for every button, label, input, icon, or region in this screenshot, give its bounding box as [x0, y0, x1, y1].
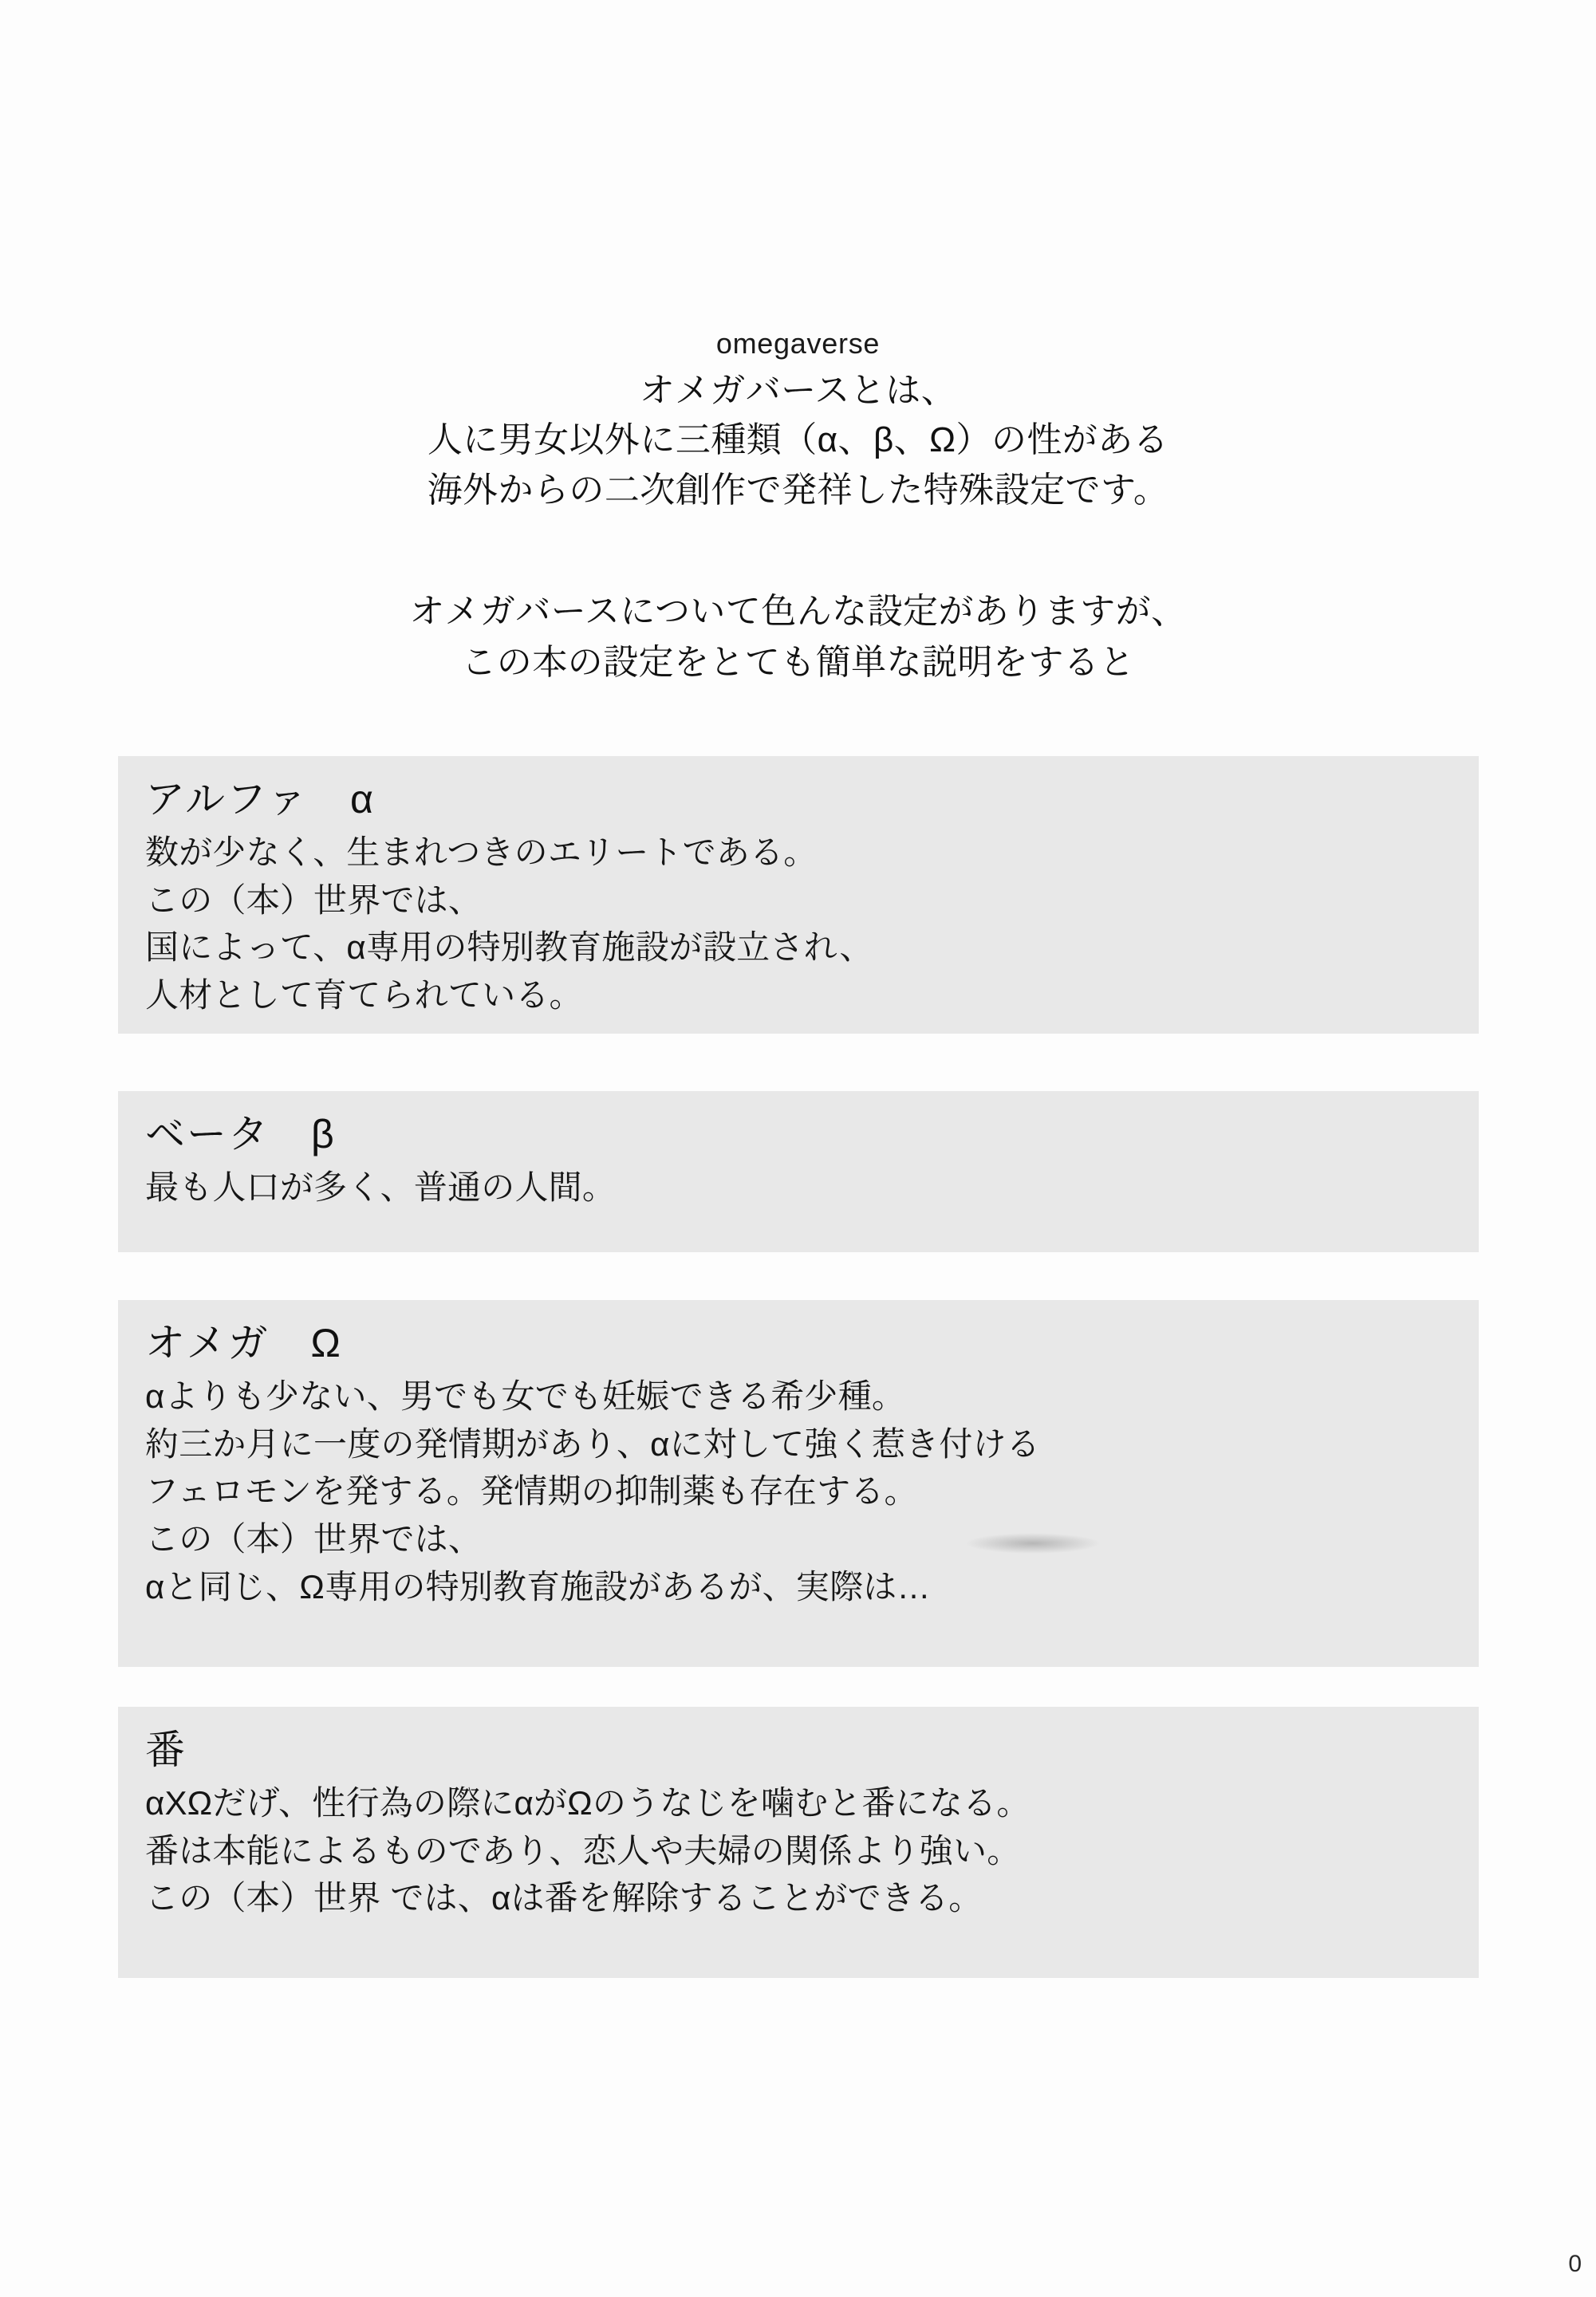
intro-line-3: 海外からの二次創作で発祥した特殊設定です。: [427, 470, 1169, 510]
definition-line: この（本）世界では、: [145, 881, 483, 919]
intro-line-2: 人に男女以外に三種類（α、β、Ω）の性がある: [427, 420, 1169, 460]
definition-line: この（本）世界では、: [145, 1519, 483, 1558]
definition-line: αXΩだげ、性行為の際にαがΩのうなじを噛むと番になる。: [145, 1784, 1031, 1822]
intro-second-line-2: この本の設定をとても簡単な説明をすると: [461, 642, 1135, 682]
definition-box-alpha: [118, 756, 1479, 1034]
definition-title-beta: ベータ β: [145, 1112, 336, 1156]
definition-line: 約三か月に一度の発情期があり、αに対して強く惹き付ける: [145, 1424, 1040, 1463]
definition-line: αよりも少ない、男でも女でも妊娠できる希少種。: [145, 1377, 906, 1415]
definition-box-beta: [118, 1091, 1479, 1252]
definition-line: フェロモンを発する。発情期の抑制薬も存在する。: [145, 1472, 918, 1511]
definition-line: 人材として育てられている。: [145, 975, 583, 1014]
definition-line: 最も人口が多く、普通の人間。: [145, 1168, 617, 1206]
intro-latin-title: omegaverse: [715, 327, 881, 360]
definition-title-omega: オメガ Ω: [145, 1321, 342, 1365]
page-number: 0: [1568, 2251, 1582, 2277]
definition-line: 国によって、α専用の特別教育施設が設立され、: [145, 928, 873, 967]
definition-line: 数が少なく、生まれつきのエリートである。: [145, 833, 818, 871]
definition-line: αと同じ、Ω専用の特別教育施設があるが、実際は…: [145, 1567, 931, 1606]
definition-box-tsugai: [118, 1707, 1479, 1978]
definition-line: この（本）世界 では、αは番を解除することができる。: [145, 1879, 983, 1917]
definition-title-alpha: アルファ α: [145, 777, 375, 821]
intro-line-1: オメガバースとは、: [639, 371, 957, 410]
intro-second-line-1: オメガバースについて色んな設定がありますが、: [409, 592, 1187, 631]
definition-line: 番は本能によるものであり、恋人や夫婦の関係より強い。: [145, 1831, 1021, 1870]
definition-box-omega: [118, 1300, 1479, 1667]
definition-title-tsugai: 番: [145, 1728, 187, 1772]
intro-block: [0, 325, 1596, 515]
intro-second-block: [0, 586, 1596, 688]
